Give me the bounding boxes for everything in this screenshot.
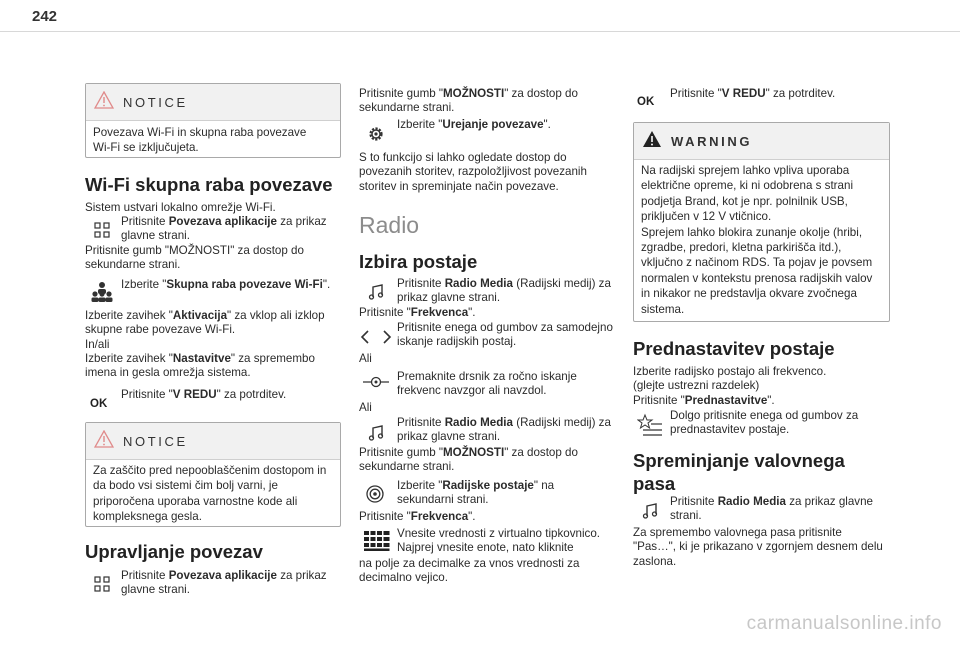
notice-box [85,422,341,527]
section-heading: Upravljanje povezav [85,541,263,562]
instruction-text: Izberite "Skupna raba povezave Wi-Fi". [121,278,331,291]
warning-box [633,122,890,322]
paragraph: Sistem ustvari lokalno omrežje Wi-Fi. [85,201,276,214]
paragraph: na polje za decimalke za vnos vrednosti za decimalno vejico. [359,557,580,585]
music-note-icon [367,283,385,301]
instruction-text: Pritisnite "V REDU" za potrditev. [121,388,287,401]
ok-icon: OK [90,398,108,410]
section-heading: Izbira postaje [359,251,478,272]
paragraph: Pritisnite "Frekvenca". [359,306,476,319]
instruction-text: Pritisnite enega od gumbov za samodejno iskanje radijskih postaj. [397,321,613,349]
warning-triangle-icon [94,91,114,109]
paragraph: Pritisnite gumb "MOŽNOSTI" za dostop do sekundarne strani. [359,446,578,474]
paragraph: Pritisnite "Prednastavitve". [633,394,775,407]
paragraph: Pritisnite gumb "MOŽNOSTI" za dostop do sekundarne strani. [85,244,304,272]
instruction-text: Pritisnite "V REDU" za potrditev. [670,87,836,100]
apps-grid-icon [93,221,111,239]
slider-icon [362,373,390,391]
instruction-text: Izberite "Urejanje povezave". [397,118,551,131]
instruction-text: Vnesite vrednosti z virtualno tipkovnico. Najprej vnesite enote, nato kliknite [397,527,600,555]
section-heading: Prednastavitev postaje [633,338,835,359]
notice-text: Povezava Wi-Fi in skupna raba povezave Wi-Fi se izključujeta. [93,126,307,155]
warning-triangle-icon [642,130,662,148]
notice-title: NOTICE [123,95,188,110]
apps-grid-icon [93,575,111,593]
keyboard-icon [363,530,391,552]
instruction-text: Pritisnite Radio Media za prikaz glavne strani. [670,495,873,523]
music-note-icon [367,424,385,442]
chapter-title: Radio [359,212,420,238]
gear-icon [366,124,386,144]
instruction-text: Premaknite drsnik za ročno iskanje frekvenc navzgor ali navzdol. [397,370,577,398]
music-note-icon [641,502,659,520]
instruction-text: Pritisnite Radio Media (Radijski medij) za prikaz glavne strani. [397,416,611,444]
instruction-text: Pritisnite Povezava aplikacije za prikaz glavne strani. [121,215,327,243]
paragraph: Pritisnite "Frekvenca". [359,510,476,523]
warning-text: Na radijski sprejem lahko vpliva uporaba električne opreme, ki ni odobrena s strani podjetja Brand, kot je npr. polnilnik USB, priključen v 12 V vtičnico. Sprejem lahko blokira zunanje okolje (hribi, zgradbe, predori, kletna parkirišča itd.), vključno z načinom RDS. Ta pojav je povsem normalen v kontekstu prenosa radijskih valov in nikakor ne predstavlja okvare zvočnega sistema. [641,164,873,316]
radio-station-icon [365,484,385,504]
paragraph: Pritisnite gumb "MOŽNOSTI" za dostop do sekundarne strani. [359,87,578,115]
paragraph: Za spremembo valovnega pasa pritisnite "Pas…", ki je prikazano v zgornjem desnem delu zaslona. [633,526,883,568]
notice-box [85,83,341,158]
paragraph: Izberite radijsko postajo ali frekvenco. (glejte ustrezni razdelek) [633,365,827,393]
header-divider [0,31,960,32]
warning-triangle-icon [94,430,114,448]
instruction-text: Dolgo pritisnite enega od gumbov za prednastavitev postaje. [670,409,859,437]
instruction-text: Pritisnite Povezava aplikacije za prikaz glavne strani. [121,569,327,597]
notice-text: Za zaščito pred nepooblaščenim dostopom in da bodo vsi sistemi čim bolj varni, je priporočena uporaba varnostne kode ali kompleksnega gesla. [93,464,327,524]
instruction-text: Izberite "Radijske postaje" na sekundarni strani. [397,479,555,507]
paragraph: Ali [359,401,372,414]
seek-arrows-icon [360,328,392,346]
section-heading: Wi-Fi skupna raba povezave [85,174,333,195]
section-heading: pasa [633,473,676,494]
paragraph: Ali [359,352,372,365]
instruction-text: Pritisnite Radio Media (Radijski medij) za prikaz glavne strani. [397,277,611,305]
share-people-icon [90,281,114,303]
section-heading: Spreminjanje valovnega [633,450,845,471]
warning-title: WARNING [671,134,753,149]
notice-title: NOTICE [123,434,188,449]
paragraph: Izberite zavihek "Aktivacija" za vklop ali izklop skupne rabe povezave Wi-Fi. In/ali Izberite zavihek "Nastavitve" za spremembo imena in gesla omrežja sistema. [85,309,325,380]
watermark: carmanualsonline.info [746,613,942,634]
page-number: 242 [32,8,58,25]
paragraph: S to funkcijo si lahko ogledate dostop do povezanih storitev, razpoložljivost povezanih storitev in spreminjate način povezave. [359,151,587,193]
preset-star-icon [637,413,663,437]
ok-icon: OK [637,96,655,108]
